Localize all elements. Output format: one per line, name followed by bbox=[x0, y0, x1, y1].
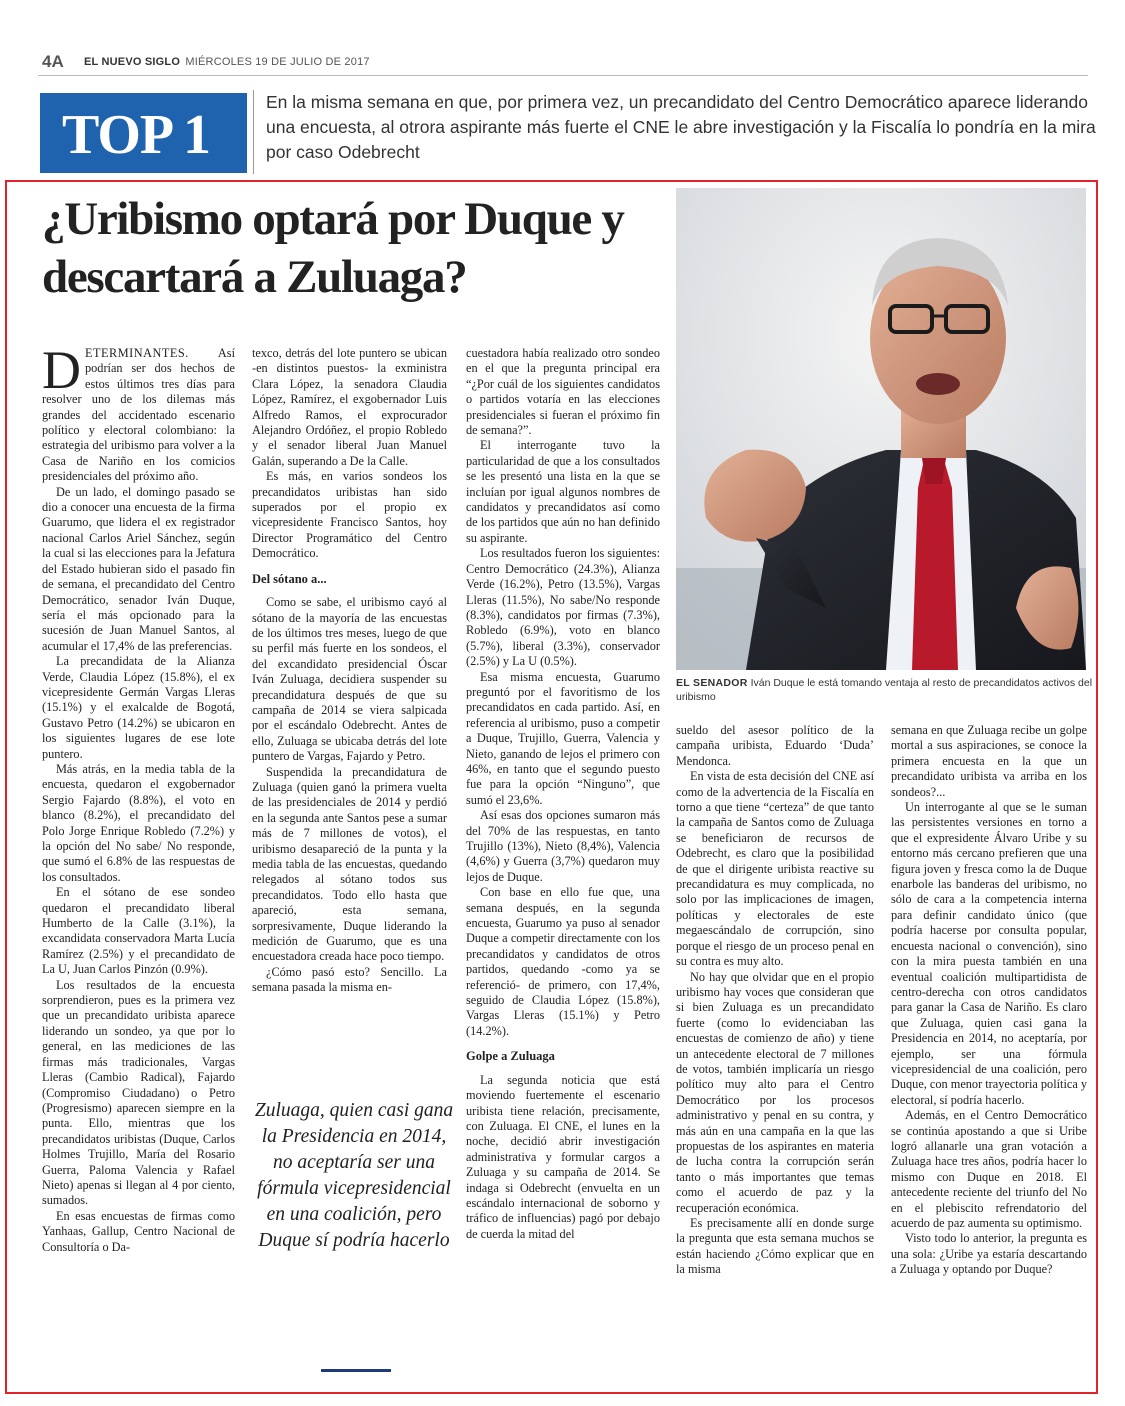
paragraph: ¿Cómo pasó esto? Sencillo. La semana pasada la misma en- bbox=[252, 964, 447, 995]
paragraph: Esa misma encuesta, Guarumo preguntó por el favoritismo de los precandidatos en cada partido. Así, en referencia al uribismo, puso a competir a Duque, Trujillo, Guerra, Valencia y Nieto, ganando de lejos el primero con 46%, en tanto que el segundo puesto fue para la opción “Ninguno”, que sumó el 23,6%. bbox=[466, 669, 660, 807]
article-column-5 bbox=[891, 723, 1087, 1278]
pull-quote: Zuluaga, quien casi gana la Presidencia en 2014, no aceptaría ser una fórmula vicepresidencial en una coalición, pero Duque sí podría hacerlo bbox=[254, 1100, 454, 1251]
paragraph: Los resultados de la encuesta sorprendieron, pues es la primera vez que un precandidato uribista aparece liderando un sondeo, ya que por lo general, en las mediciones de las firmas más tradicionales, Vargas Lleras (Cambio Radical), Fajardo (Compromiso Ciudadano) o Petro (Progresismo) aparecen siempre en la punta. Ello, mientras que los precandidatos uribistas (Duque, Carlos Holmes Trujillo, María del Rosario Guerra, Paloma Valencia y Rafael Nieto) apenas si llegan al 4 por ciento, sumados. bbox=[42, 977, 235, 1208]
top-label: TOP 1 bbox=[62, 104, 211, 166]
caption-label: EL SENADOR bbox=[676, 677, 748, 689]
paragraph: En esas encuestas de firmas como Yanhaas, Gallup, Centro Nacional de Consultoría o Da- bbox=[42, 1208, 235, 1254]
paragraph: sueldo del asesor político de la campaña uribista, Eduardo ‘Duda’ Mendonca. bbox=[676, 723, 874, 768]
paragraph: El interrogante tuvo la particularidad de que a los consultados se les presentó una lista en la que se incluían por igual algunos nombres de candidatos y precandidatos así como de los partidos que aún no han definido su aspirante. bbox=[466, 438, 660, 545]
publication-name: EL NUEVO SIGLO bbox=[84, 56, 181, 68]
subheading: Golpe a Zuluaga bbox=[466, 1049, 555, 1064]
paragraph: En vista de esta decisión del CNE así como de la advertencia de la Fiscalía en torno a que tiene “certeza” de que tanto la campaña de Santos como de Zuluaga se beneficiaron de recursos de Odebrecht, es claro que la posibilidad de que el dirigente uribista reactive su precandidatura es muy complicada, no solo por las implicaciones de imagen, políticas y electorales de este megaescándalo de corrupción, sino porque el riesgo de un proceso penal en su contra es muy alto. bbox=[676, 769, 874, 969]
paragraph: texco, detrás del lote puntero se ubican -en distintos puestos- la exministra Clara López, la senadora Claudia López, Ramírez, el exgobernador Luis Alfredo Ramos, el exprocurador Alejandro Ordóñez, el propio Robledo y el senador liberal Juan Manuel Galán, superando a De la Calle. bbox=[252, 346, 447, 468]
paragraph: Así esas dos opciones sumaron más del 70% de las respuestas, en tanto Trujillo (13%), Nieto (8,4%), Valencia (4,6%) y Guerra (3,7%) quedaron muy lejos de Duque. bbox=[466, 808, 660, 884]
page-folio bbox=[38, 50, 1088, 76]
article-column-1 bbox=[42, 340, 235, 1255]
senator-speaking-photo bbox=[676, 188, 1086, 670]
senator-photo bbox=[676, 188, 1086, 670]
paragraph: Con base en ello fue que, una semana después, en la segunda encuesta, Guarumo ya puso al senador Duque a competir directamente con los precandidatos y candidatos de otros partidos, quedando -como ya se referenció- de primero, con 17,4%, seguido de Claudia López (15.8%), Vargas Lleras (15.1%) y Petro (14.2%). bbox=[466, 885, 660, 1038]
top-label-box bbox=[40, 93, 247, 173]
paragraph: Un interrogante al que se le suman las persistentes versiones en torno a que el expresidente Álvaro Uribe y su entorno más cercano prefieren que una figura joven y fresca como la de Duque enarbole las banderas del uribismo, no sólo de cara a la competencia interna para definir candidato único (que podría hacerse por consulta popular, encuesta nacional o convención), sino con la mira puesta también en una eventual coalición multipartidista de centro-derecha con otros candidatos para ganar la Casa de Nariño. Es claro que Zuluaga, quien casi gana la Presidencia en 2014, no aceptaría, por ejemplo, ser una fórmula vicepresidencial de una coalición, pero Duque, con menor trayectoria política y electoral, sí podría hacerlo. bbox=[891, 800, 1087, 1107]
paragraph: semana en que Zuluaga recibe un golpe mortal a sus aspiraciones, se conoce la primera encuesta en la que un precandidato uribista va arriba en los sondeos?... bbox=[891, 723, 1087, 799]
top-summary: En la misma semana en que, por primera vez, un precandidato del Centro Democrático aparece liderando una encuesta, al otrora aspirante más fuerte el CNE le abre investigación y la Fiscalía lo pondría en la mira por caso Odebrecht bbox=[266, 92, 1096, 162]
publication-line bbox=[84, 56, 370, 68]
paragraph: Los resultados fueron los siguientes: Centro Democrático (24.3%), Alianza Verde (16.2%), Petro (13.5%), Vargas Lleras (11.5%), No sabe/No responde (8.3%), candidatos por firmas (7.3%), Robledo (6.9%), voto en blanco (5.7%), liberal (3.3%), conservador (2.5%) y La U (0.5%). bbox=[466, 546, 660, 669]
folio-rule bbox=[38, 75, 1088, 76]
article-column-3 bbox=[466, 346, 660, 1242]
paragraph: En el sótano de ese sondeo quedaron el precandidato liberal Humberto de la Calle (3.1%), la excandidata conservadora Marta Lucía Ramírez (2.5%) y el precandidato de La U, Juan Carlos Pinzón (0.9%). bbox=[42, 885, 235, 977]
subheading: Del sótano a... bbox=[252, 571, 327, 586]
paragraph: Visto todo lo anterior, la pregunta es una sola: ¿Uribe ya estaría descartando a Zuluaga y optando por Duque? bbox=[891, 1231, 1087, 1277]
paragraph: La precandidata de la Alianza Verde, Claudia López (15.8%), el ex vicepresidente Germán Vargas Lleras (15.1%) y el exalcalde de Bogotá, Gustavo Petro (14.2%) se ubicaron en los siguientes lugares de ese lote puntero. bbox=[42, 654, 235, 761]
pull-quote-rule bbox=[321, 1369, 391, 1372]
photo-caption bbox=[676, 676, 1096, 704]
paragraph: Suspendida la precandidatura de Zuluaga (quien ganó la primera vuelta de las presidenciales de 2014 y perdió en la segunda ante Santos pese a sumar más de 7 millones de votos), el uribismo desapareció de la punta y la media tabla de las encuestas, quedando relegados al sótano todos sus precandidatos. Todo ello hasta que apareció, esta semana, sorpresivamente, Duque liderando la medición de Guarumo, que es una encuestadora creada hace poco tiempo. bbox=[252, 764, 447, 964]
lead-caps: ETERMINANTES. bbox=[85, 346, 189, 360]
paragraph: De un lado, el domingo pasado se dio a conocer una encuesta de la firma Guarumo, que lidera el ex registrador nacional Carlos Ariel Sánchez, según la cual si las elecciones para la Jefatura del Estado hubieran sido el pasado fin de semana, el precandidato del Centro Democrático, senador Iván Duque, sería el más opcionado para la sucesión de Juan Manuel Santos, al acumular el 17,4% de las preferencias. bbox=[42, 484, 235, 653]
paragraph: Es más, en varios sondeos los precandidatos uribistas han sido superados por el propio ex vicepresidente Francisco Santos, hoy Director Programático del Centro Democrático. bbox=[252, 469, 447, 561]
paragraph: Como se sabe, el uribismo cayó al sótano de la mayoría de las encuestas de los últimos tres meses, luego de que su perfil más fuerte en los sondeos, el del excandidato presidencial Óscar Iván Zuluaga, decidiera suspender su precandidatura después de que su campaña de 2014 se viera salpicada por el escándalo Odebrecht. Antes de ello, Zuluaga se ubicaba detrás del lote puntero de Vargas, Fajardo y Petro. bbox=[252, 595, 447, 764]
article-headline: ¿Uribismo optará por Duque y descartará a Zuluaga? bbox=[42, 193, 624, 303]
paragraph: La segunda noticia que está moviendo fuertemente el escenario uribista tiene relación, precisamente, con Zuluaga. El CNE, el lunes en la noche, decidió abrir investigación administrativa y formular cargos a Zuluaga y su campaña de 2014. Se indaga si Odebrecht (envuelta en un escándalo internacional de soborno y tráfico de influencias) pagó por debajo de cuerda la mitad del bbox=[466, 1072, 660, 1241]
publication-date: MIÉRCOLES 19 DE JULIO DE 2017 bbox=[185, 56, 370, 68]
lead-text: Así podrían ser dos hechos de estos últimos tres días para resolver uno de los dilemas más grandes del accidentado escenario político y electoral colombiano: la estrategia del uribismo para volver a la Casa de Nariño en los comicios presidenciales del próximo año. bbox=[42, 346, 235, 484]
paragraph: Más atrás, en la media tabla de la encuesta, quedaron el exgobernador Sergio Fajardo (8.8%), el voto en blanco (8.2%), el precandidato del Polo Jorge Enrique Robledo (7.2%) y la opción del No sabe/ No responde, que sumó el 6.8% de las respuestas de los consultados. bbox=[42, 761, 235, 884]
paragraph: Además, en el Centro Democrático se continúa apostando a que si Uribe logró allanarle una gran votación a Zuluaga hace tres años, podría hacer lo mismo con Duque en 2018. El antecedente reciente del triunfo del No en el plebiscito refrendatorio del acuerdo de paz aumenta su optimismo. bbox=[891, 1108, 1087, 1230]
caption-text: Iván Duque le está tomando ventaja al resto de precandidatos activos del uribismo bbox=[676, 677, 1093, 703]
paragraph: Es precisamente allí en donde surge la pregunta que esta semana muchos se están haciendo ¿Cómo explicar que en la misma bbox=[676, 1216, 874, 1277]
paragraph: cuestadora había realizado otro sondeo en el que la pregunta principal era “¿Por cuál de los siguientes candidatos o partidos votaría en las elecciones presidenciales si fueran el próximo fin de semana?”. bbox=[466, 346, 660, 438]
paragraph: No hay que olvidar que en el propio uribismo hay voces que consideran que si bien Zuluaga es un precandidato fuerte (como lo evidenciaban las encuestas de comienzo de año) y tiene un antecedente electoral de 7 millones de votos, también implicaría un riesgo político muy alto para el Centro Democrático por los procesos administrativo y penal en su contra, y más aún en una campaña en la que las propuestas de los aspirantes en materia de lucha contra la corrupción serán tanto o más importantes que temas como el acuerdo de paz y la recuperación económica. bbox=[676, 969, 874, 1215]
article-column-2 bbox=[252, 346, 447, 996]
article-column-4 bbox=[676, 723, 874, 1278]
page-number: 4A bbox=[42, 52, 64, 71]
drop-cap: D bbox=[42, 340, 81, 400]
lead-paragraph bbox=[42, 340, 235, 485]
top-divider bbox=[253, 90, 254, 174]
